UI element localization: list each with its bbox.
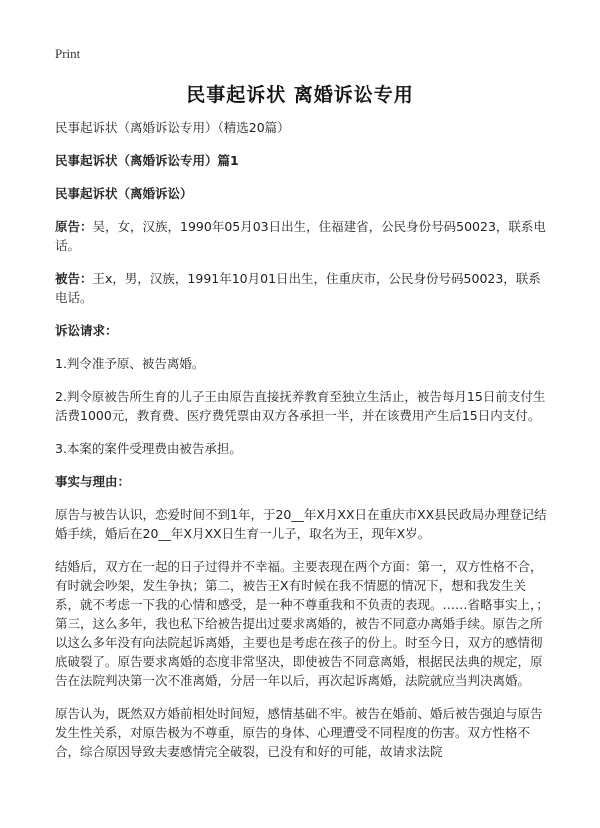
print-link[interactable]: Print xyxy=(55,46,81,61)
facts-paragraph-2: 结婚后，双方在一起的日子过得并不幸福。主要表现在两个方面：第一，双方性格不合，有时就会吵架，发生争执；第二，被告王X有时候在我不情愿的情况下，想和我发生关系，就不考虑一下我的心情和感受，是一种不尊重我和不负责的表现。……省略事实上，；第三，这么多年，我也私下给被告提出过要求离婚的，被告不同意办离婚手续。原告之所以这么多年没有向法院起诉离婚，主要也是考虑在孩子的份上。时至今日，双方的感情彻底破裂了。原告要求离婚的态度非常坚决，即使被告不同意离婚，根据民法典的规定，原告在法院判决第一次不准离婚，分居一年以后，再次起诉离婚，法院就应当判决离婚。 xyxy=(55,559,549,688)
document-subtitle: 民事起诉状（离婚诉讼专用）（精选20篇） xyxy=(55,120,290,135)
claim-item-3: 3.本案的案件受理费由被告承担。 xyxy=(55,441,242,456)
facts-paragraph-3: 原告认为，既然双方婚前相处时间短，感情基础不牢。被告在婚前、婚后被告强迫与原告发生性关系，对原告极为不尊重，原告的身体、心理遭受不同程度的伤害。双方性格不合，综合原因导致夫妻感情完全破裂，已没有和好的可能，故请求法院 xyxy=(55,706,543,759)
page-title: 民事起诉状 离婚诉讼专用 xyxy=(186,84,414,106)
plaintiff-label: 原告： xyxy=(55,219,93,234)
defendant-paragraph xyxy=(55,269,550,307)
facts-heading: 事实与理由： xyxy=(55,474,131,489)
plaintiff-paragraph xyxy=(55,217,550,255)
plaintiff-text: 吴，女，汉族，1990年05月03日出生，住福建省，公民身份号码50023，联系电话。 xyxy=(55,219,546,253)
claim-item-2: 2.判令原被告所生育的儿子王由原告直接抚养教育至独立生活止，被告每月15日前支付生活费1000元，教育费、医疗费凭票由双方各承担一半，并在该费用产生后15日内支付。 xyxy=(55,389,546,423)
section-title: 民事起诉状（离婚诉讼专用）篇1 xyxy=(55,153,239,168)
facts-paragraph-1: 原告与被告认识，恋爱时间不到1年，于20__年X月XX日在重庆市XX县民政局办理登记结婚手续，婚后在20__年X月XX日生育一儿子，取名为王，现年X岁。 xyxy=(55,507,547,541)
claims-heading: 诉讼请求： xyxy=(55,323,118,338)
defendant-label: 被告： xyxy=(55,271,93,286)
claim-item-1: 1.判令准予原、被告离婚。 xyxy=(55,356,205,371)
defendant-text: 王x，男，汉族，1991年10月01日出生，住重庆市，公民身份号码50023，联系电话。 xyxy=(55,271,541,305)
document-body xyxy=(55,118,550,775)
form-title: 民事起诉状（离婚诉讼） xyxy=(55,186,193,201)
